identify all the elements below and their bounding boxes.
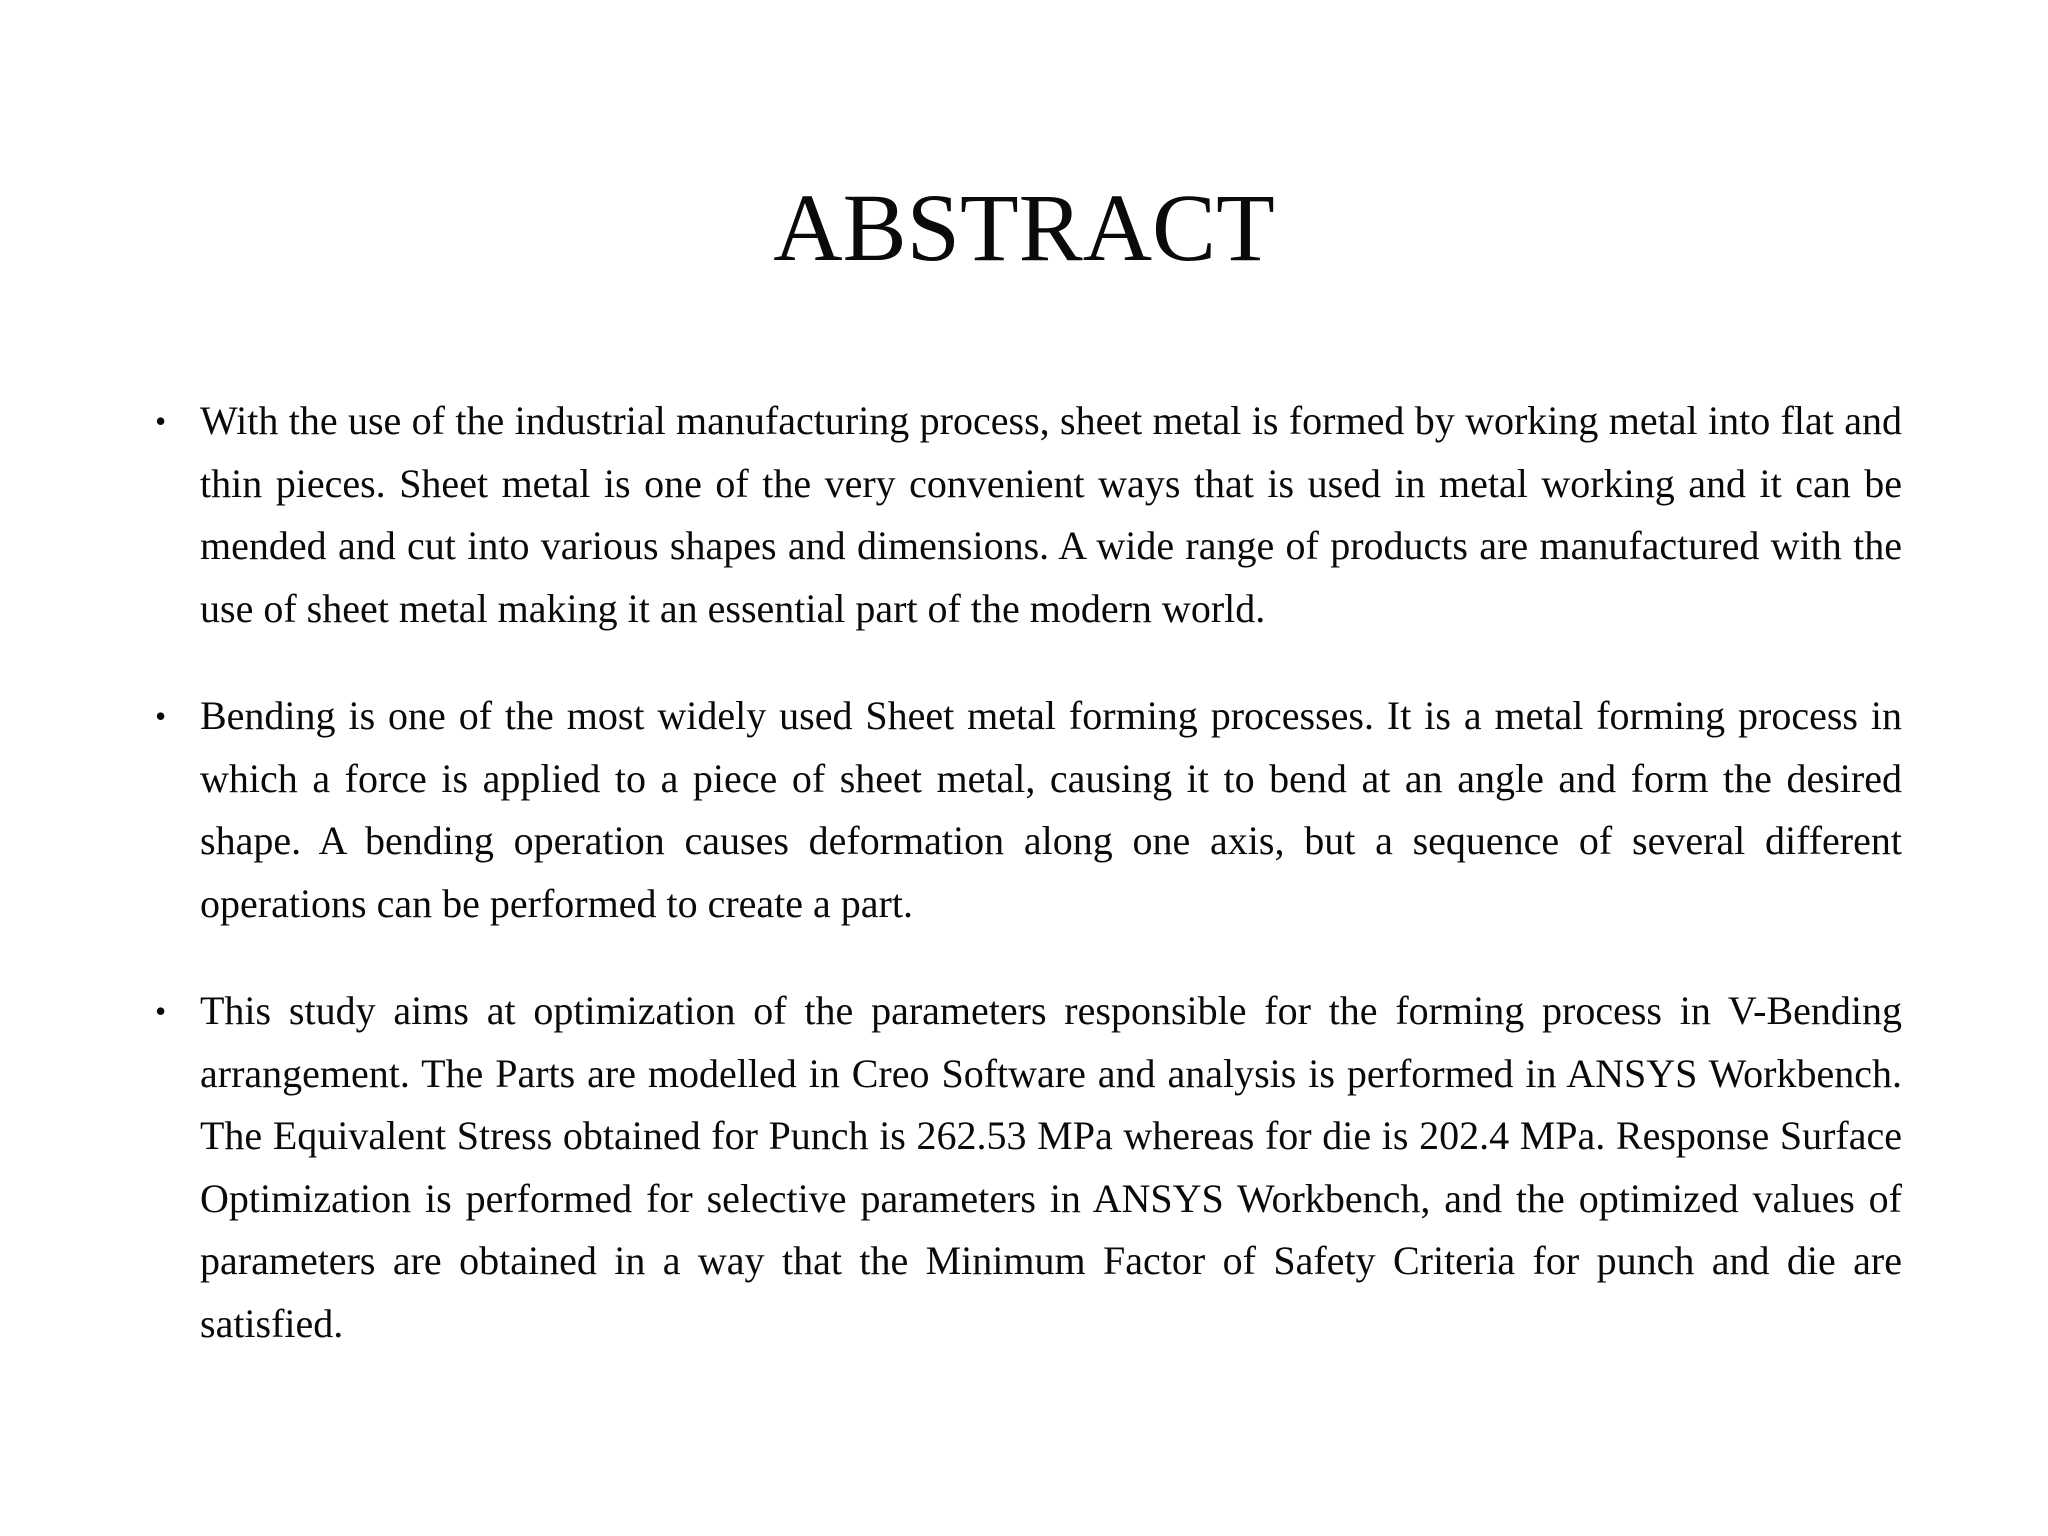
bullet-list [155, 390, 1902, 1400]
bullet-icon: • [155, 993, 167, 1029]
page-title: ABSTRACT [773, 174, 1275, 281]
paragraph-text: This study aims at optimization of the parameters responsible for the forming process in V-Bending arrangement. The Parts are modelled in Creo Software and analysis is performed in ANSYS Workbench. The Equivalent Stress obtained for Punch is 262.53 MPa whereas for die is 202.4 MPa. Response Surface Optimization is performed for selective parameters in ANSYS Workbench, and the optimized values of parameters are obtained in a way that the Minimum Factor of Safety Criteria for punch and die are satisfied. [200, 988, 1902, 1346]
list-item [155, 390, 1902, 640]
list-item [155, 980, 1902, 1355]
paragraph-text: Bending is one of the most widely used Sheet metal forming processes. It is a metal forming process in which a force is applied to a piece of sheet metal, causing it to bend at an angle and form the desired shape. A bending operation causes deformation along one axis, but a sequence of several different operations can be performed to create a part. [200, 693, 1902, 926]
bullet-icon: • [155, 403, 167, 439]
paragraph-text: With the use of the industrial manufacturing process, sheet metal is formed by working metal into flat and thin pieces. Sheet metal is one of the very convenient ways that is used in metal working and it can be mended and cut into various shapes and dimensions. A wide range of products are manufactured with the use of sheet metal making it an essential part of the modern world. [200, 398, 1902, 631]
list-item [155, 685, 1902, 935]
bullet-icon: • [155, 698, 167, 734]
